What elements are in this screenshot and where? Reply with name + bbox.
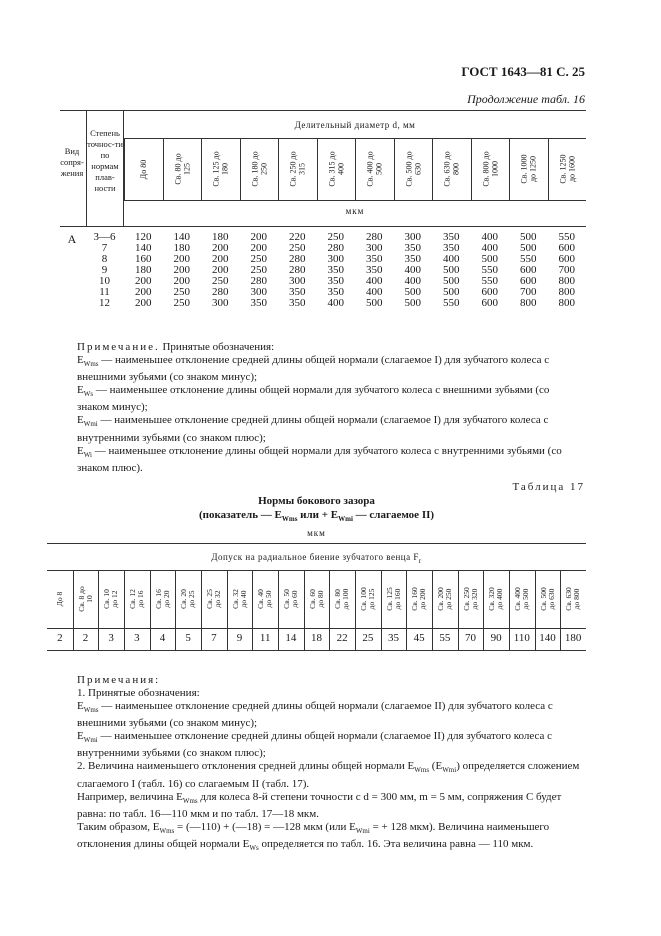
runout-col-label: Св. 10 до 12 [102, 589, 120, 609]
table-cell: 600 [558, 242, 575, 254]
data-column [201, 232, 240, 309]
table-cell: 300 [366, 242, 383, 254]
runout-col-label: Св. 160 до 200 [410, 587, 428, 611]
table-cell: 200 [212, 242, 229, 254]
table-cell: 500 [404, 286, 421, 298]
runout-col-header [252, 570, 278, 628]
diameter-col-label: Св. 250 до 315 [288, 151, 307, 187]
runout-value: 180 [564, 632, 582, 644]
table-cell: 280 [289, 253, 306, 265]
table-cell: 400 [481, 231, 498, 243]
runout-col-header [483, 570, 509, 628]
data-column [432, 232, 471, 309]
table16-top-rule [60, 110, 586, 111]
runout-value: 7 [211, 632, 217, 644]
table-cell: 250 [250, 264, 267, 276]
runout-col-label: Св. 200 до 250 [435, 587, 453, 611]
runout-value: 2 [57, 632, 63, 644]
table-cell: 200 [250, 242, 267, 254]
runout-value: 4 [159, 632, 166, 644]
runout-col-label: Св. 320 до 400 [487, 587, 505, 611]
table-cell: 600 [520, 264, 537, 276]
table-cell: 800 [520, 297, 537, 309]
table-cell: 200 [173, 264, 190, 276]
table-cell: 350 [289, 286, 306, 298]
runout-value: 55 [439, 632, 451, 644]
runout-col-header [73, 570, 99, 628]
table-cell: 800 [558, 275, 575, 287]
runout-col-label: Св. 60 до 80 [307, 589, 325, 609]
diameter-col-header [548, 138, 587, 200]
data-column [548, 232, 587, 309]
runout-value: 22 [336, 632, 348, 644]
table-cell: 800 [558, 286, 575, 298]
table-cell: 350 [327, 286, 344, 298]
degree-cell: 9 [101, 264, 108, 276]
mate-a: A [67, 232, 77, 246]
table-cell: 280 [327, 242, 344, 254]
runout-value: 70 [464, 632, 476, 644]
data-column [471, 232, 510, 309]
runout-col-header [560, 570, 586, 628]
table-cell: 550 [481, 264, 498, 276]
runout-col-label: Св. 630 до 800 [564, 587, 582, 611]
runout-col-header [329, 570, 355, 628]
runout-col-label: Св. 50 до 60 [281, 589, 299, 609]
runout-col-label: Св. 100 до 125 [358, 587, 376, 611]
table-cell: 180 [212, 231, 229, 243]
table-cell: 350 [443, 231, 460, 243]
runout-value: 140 [539, 632, 556, 644]
degree-cell: 7 [101, 242, 108, 254]
table-cell: 600 [558, 253, 575, 265]
table-cell: 550 [558, 231, 575, 243]
table-cell: 250 [289, 242, 306, 254]
table-cell: 300 [327, 253, 344, 265]
diameter-col-header [163, 138, 202, 200]
diameter-col-label: До 80 [138, 159, 148, 179]
diameter-col-header [240, 138, 279, 200]
runout-value: 25 [362, 632, 374, 644]
table-cell: 400 [481, 242, 498, 254]
table-cell: 200 [173, 275, 190, 287]
runout-col-header [124, 570, 150, 628]
diameter-col-label: Св. 800 до 1000 [480, 151, 499, 187]
table-cell: 280 [250, 275, 267, 287]
diameter-col-label: Св. 1250 до 1600 [557, 154, 576, 184]
table-cell: 400 [404, 264, 421, 276]
runout-col-label: Св. 400 до 500 [512, 587, 530, 611]
note16-intro: Принятые обозначения: [159, 341, 275, 353]
note17 [77, 674, 583, 855]
runout-col-label: Св. 125 до 160 [384, 587, 402, 611]
runout-col-header [432, 570, 458, 628]
diameter-col-header [278, 138, 317, 200]
diameter-col-label: Св. 1000 до 1250 [519, 154, 538, 184]
runout-col-label: Св. 250 до 320 [461, 587, 479, 611]
table-cell: 250 [250, 253, 267, 265]
table-cell: 700 [558, 264, 575, 276]
diameter-col-label: Св. 315 до 400 [326, 151, 345, 187]
degree-column [86, 232, 123, 309]
table-cell: 200 [135, 286, 152, 298]
diameter-col-label: Св. 80 до 125 [172, 153, 191, 185]
diameter-col-label: Св. 630 до 800 [442, 151, 461, 187]
table-cell: 200 [135, 297, 152, 309]
table-cell: 350 [404, 253, 421, 265]
runout-value: 110 [513, 632, 530, 644]
runout-col-label: Св. 25 до 32 [204, 589, 222, 609]
col-view-header: Вид сопря-жения [60, 146, 84, 178]
table-cell: 350 [327, 275, 344, 287]
diameter-col-label: Св. 180 до 250 [249, 151, 268, 187]
table-cell: 400 [404, 275, 421, 287]
table-cell: 400 [327, 297, 344, 309]
runout-value: 2 [82, 632, 89, 644]
diameter-col-header [201, 138, 240, 200]
table-cell: 500 [481, 253, 498, 265]
table-cell: 500 [404, 297, 421, 309]
unit-label: мкм [345, 206, 365, 216]
runout-col-header [47, 570, 73, 628]
table17-unit: мкм [307, 528, 326, 538]
page-header: ГОСТ 1643—81 С. 25 [461, 64, 585, 79]
diameter-header-text: Делительный диаметр d, мм [294, 120, 416, 130]
data-column [355, 232, 394, 309]
degree-cell: 8 [101, 253, 108, 265]
table-cell: 300 [289, 275, 306, 287]
table-cell: 200 [173, 253, 190, 265]
degree-cell: 11 [99, 286, 110, 298]
diameter-col-header [124, 138, 163, 200]
table-cell: 550 [520, 253, 537, 265]
table-cell: 180 [173, 242, 190, 254]
table-cell: 400 [443, 253, 460, 265]
runout-col-label: Св. 500 до 630 [538, 587, 556, 611]
table17-subtitle: (показатель — $E_{Wms}$ или + $E_{Wmi}$ — слагаемое II) [198, 509, 435, 524]
note17-line2: $E_{Wmi}$ — наименьшее отклонение средней длины общей нормали (слагаемое II) для зубчатого колеса с внутренними зубьями (со знаком плюс); [77, 730, 553, 760]
table-cell: 700 [520, 286, 537, 298]
note17-line1: $E_{Wms}$ — наименьшее отклонение средней длины общей нормали (слагаемое II) для зубчатого колеса с внешними зубьями (со знаком минус); [77, 700, 553, 730]
table-cell: 550 [443, 297, 460, 309]
data-column [509, 232, 548, 309]
diameter-col-label: Св. 400 до 500 [365, 151, 384, 187]
table-cell: 350 [289, 297, 306, 309]
diameter-col-header [394, 138, 433, 200]
table-cell: 200 [212, 264, 229, 276]
table-cell: 250 [173, 286, 190, 298]
note17-item2: 2. Величина наименьшего отклонения средней длины общей нормали $E_{Wms}$ $(E_{Wmi})$ определяется сложением слагаемого I (табл. 16) со слагаемым II (табл. 17). [77, 760, 580, 790]
table-cell: 350 [327, 264, 344, 276]
runout-col-header [458, 570, 484, 628]
table-cell: 280 [366, 231, 383, 243]
table-cell: 350 [404, 242, 421, 254]
note16-line-3: $E_{Wmi}$ — наименьшее отклонение средней длины общей нормали (слагаемое I) для зубчатого колеса с внутренними зубьями (со знаком плюс); [77, 414, 549, 444]
diameter-col-header [432, 138, 471, 200]
table-cell: 200 [212, 253, 229, 265]
note16-line-4: $E_{Wi}$ — наименьшее отклонение длины общей нормали для зубчатого колеса с внутренними зубьями (со знаком плюс). [77, 444, 562, 474]
table-cell: 200 [250, 231, 267, 243]
runout-value: 9 [236, 632, 243, 644]
table-cell: 180 [135, 264, 152, 276]
runout-col-header [406, 570, 432, 628]
table-cell: 350 [443, 242, 460, 254]
runout-col-label: Св. 80 до 100 [333, 588, 351, 610]
table-cell: 800 [558, 297, 575, 309]
runout-col-header [535, 570, 561, 628]
runout-col-header [509, 570, 535, 628]
table-cell: 500 [443, 264, 460, 276]
runout-header: Допуск на радиальное биение зубчатого венца $F_r$ [211, 552, 422, 565]
table-cell: 400 [366, 286, 383, 298]
data-column [394, 232, 433, 309]
data-column [317, 232, 356, 309]
runout-col-header [227, 570, 253, 628]
runout-value: 3 [108, 632, 114, 644]
col-degree-header: Степень точнос-ти по нормам плав-ности [87, 128, 123, 193]
runout-value: 5 [185, 632, 191, 644]
runout-value: 35 [387, 632, 399, 644]
runout-col-header [381, 570, 407, 628]
table-cell: 140 [173, 231, 190, 243]
data-column [124, 232, 163, 309]
degree-cell: 3—6 [93, 231, 116, 243]
runout-col-label: Св. 16 до 20 [153, 589, 171, 609]
runout-value: 90 [490, 632, 502, 644]
table17-title: Нормы бокового зазора [258, 495, 375, 507]
table-cell: 250 [212, 275, 229, 287]
diameter-col-header [317, 138, 356, 200]
diameter-col-header [471, 138, 510, 200]
table-cell: 140 [135, 242, 152, 254]
runout-value: 18 [310, 632, 322, 644]
runout-col-header [150, 570, 176, 628]
table-cell: 120 [135, 231, 152, 243]
data-column [163, 232, 202, 309]
table-cell: 220 [289, 231, 306, 243]
table-cell: 600 [481, 297, 498, 309]
note17-label: Примечания: [77, 674, 161, 686]
note17-item1: 1. Принятые обозначения: [77, 687, 200, 699]
runout-col-header [355, 570, 381, 628]
runout-value: 14 [285, 632, 297, 644]
runout-col-label: Св. 20 до 25 [179, 589, 197, 609]
note16-line-2: $E_{Ws}$ — наименьшее отклонение длины общей нормали для зубчатого колеса с внешними зубьями (со знаком минус); [77, 384, 550, 414]
runout-value: 3 [134, 632, 140, 644]
table-cell: 400 [366, 275, 383, 287]
table-cell: 500 [520, 231, 537, 243]
note16-line-1: $E_{Wms}$ — наименьшее отклонение средней длины общей нормали (слагаемое I) для зубчатого колеса с внешними зубьями (со знаком минус); [77, 354, 550, 384]
runout-col-header [201, 570, 227, 628]
runout-col-label: До 8 [54, 591, 64, 607]
runout-col-header [175, 570, 201, 628]
diameter-col-label: Св. 500 до 630 [403, 151, 422, 187]
degree-cell: 10 [99, 275, 110, 287]
diameter-col-label: Св. 125 до 180 [211, 151, 230, 187]
table-cell: 280 [212, 286, 229, 298]
runout-col-label: Св. 40 до 50 [256, 589, 274, 609]
data-column [240, 232, 279, 309]
table-cell: 350 [250, 297, 267, 309]
table-cell: 500 [443, 275, 460, 287]
note17-example: Например, величина $E_{Wms}$ для колеса 8-й степени точности с d = 300 мм, m = 5 мм, сопряжения С будет равна: по табл. 16—110 мкм и по табл. 17—18 мкм. [77, 790, 562, 820]
note16 [77, 341, 583, 475]
table-cell: 350 [366, 264, 383, 276]
table-cell: 350 [366, 253, 383, 265]
table-cell: 250 [327, 231, 344, 243]
diameter-col-header [509, 138, 548, 200]
runout-col-header [98, 570, 124, 628]
runout-col-label: Св. 8 до 10 [76, 586, 94, 612]
table-cell: 500 [520, 242, 537, 254]
table-cell: 250 [173, 297, 190, 309]
note17-result: Таким образом, $E_{Wms}$ = (—110) + (—18) = —128 мкм (или $E_{Wmi}$ = + 128 мкм). Величина наименьшего отклонения длины общей нормали $E_{Ws}$ определяется по табл. 16. Эта величина равна — 110 мкм. [77, 820, 550, 853]
table-cell: 300 [404, 231, 421, 243]
table17-label: Таблица 17 [512, 481, 585, 493]
runout-value: 45 [413, 632, 425, 644]
note16-label: Примечание. [77, 341, 160, 353]
runout-col-label: Св. 32 до 40 [230, 589, 248, 609]
diameter-col-header [355, 138, 394, 200]
runout-col-header [278, 570, 304, 628]
degree-cell: 12 [99, 297, 110, 309]
table-cell: 280 [289, 264, 306, 276]
table-cell: 160 [135, 253, 152, 265]
table-cell: 600 [481, 286, 498, 298]
table-cell: 600 [520, 275, 537, 287]
table-continuation: Продолжение табл. 16 [467, 92, 585, 106]
runout-value: 11 [259, 632, 271, 644]
table-cell: 550 [481, 275, 498, 287]
table-cell: 300 [250, 286, 267, 298]
table-cell: 500 [443, 286, 460, 298]
runout-col-label: Св. 12 до 16 [127, 589, 145, 609]
runout-col-header [304, 570, 330, 628]
table-cell: 200 [135, 275, 152, 287]
data-column [278, 232, 317, 309]
table-cell: 500 [366, 297, 383, 309]
table-cell: 300 [212, 297, 229, 309]
diameter-header [124, 120, 586, 130]
